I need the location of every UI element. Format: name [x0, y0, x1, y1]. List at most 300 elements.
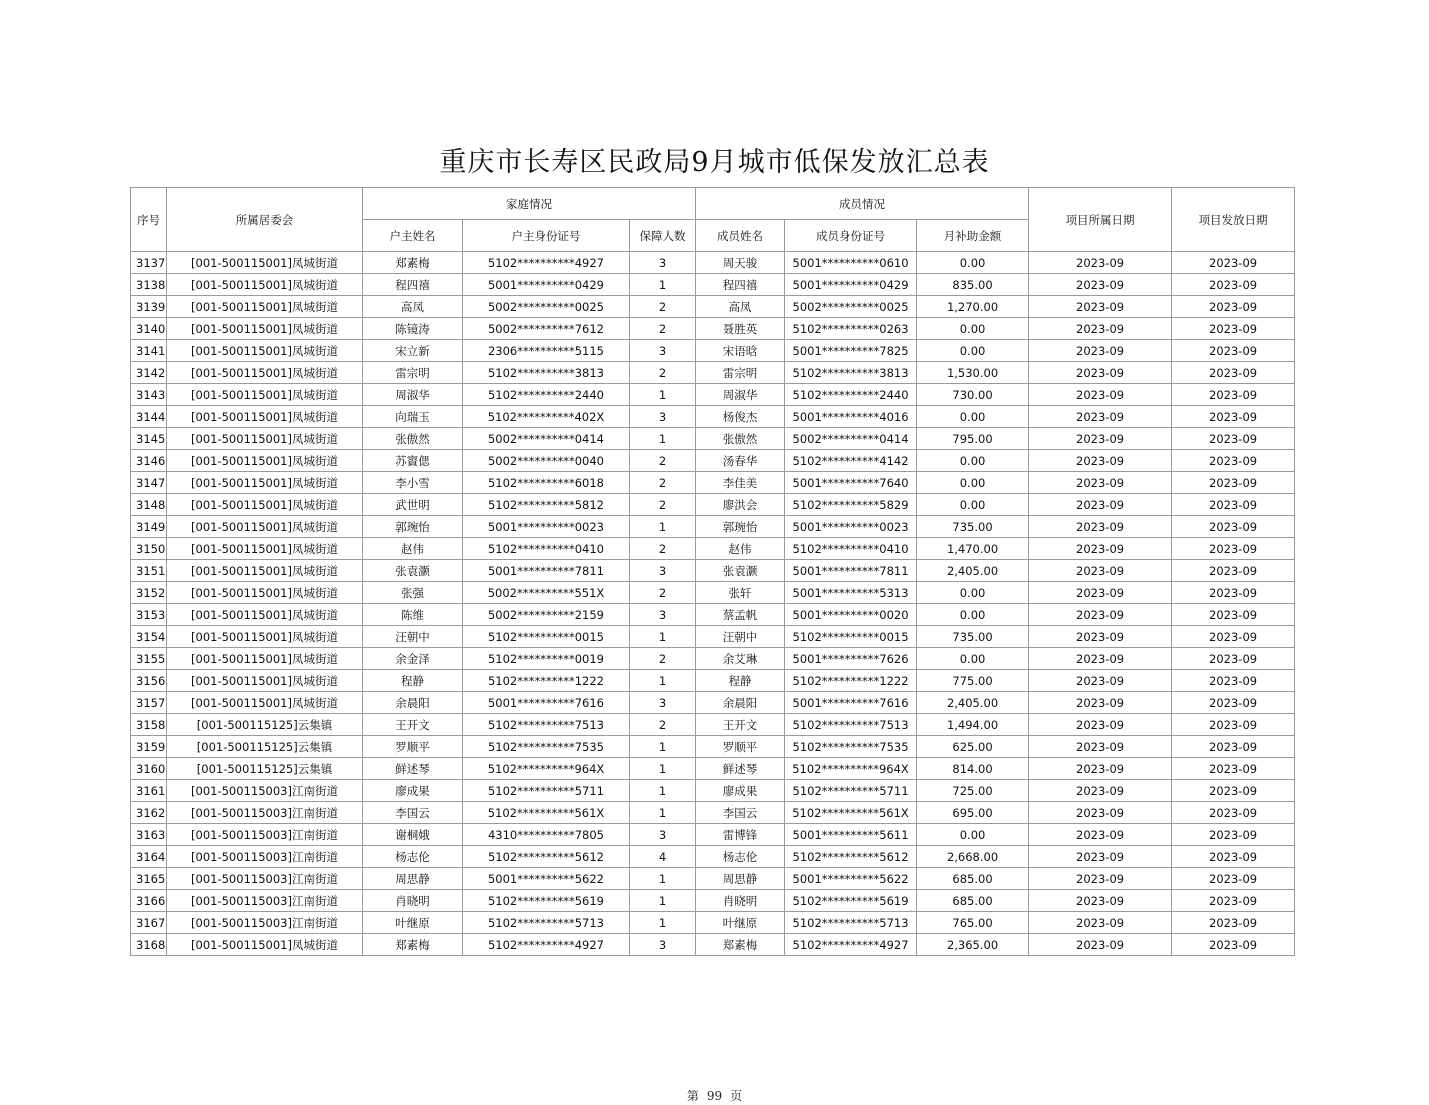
cell-member-name: 杨俊杰	[696, 406, 785, 428]
cell-member-name: 廖洪会	[696, 494, 785, 516]
cell-issue-date: 2023-09	[1172, 714, 1295, 736]
cell-count: 2	[630, 582, 696, 604]
table-row	[131, 890, 1295, 912]
cell-head-id: 5102**********4927	[463, 934, 630, 956]
cell-seq: 3152	[131, 582, 167, 604]
cell-member-id: 5102**********5713	[785, 912, 917, 934]
cell-issue-date: 2023-09	[1172, 780, 1295, 802]
cell-issue-date: 2023-09	[1172, 846, 1295, 868]
cell-belong-date: 2023-09	[1029, 846, 1172, 868]
cell-issue-date: 2023-09	[1172, 428, 1295, 450]
cell-community: [001-500115001]凤城街道	[167, 604, 363, 626]
cell-head-id: 5102**********6018	[463, 472, 630, 494]
cell-head-id: 5102**********964X	[463, 758, 630, 780]
cell-member-id: 5001**********0023	[785, 516, 917, 538]
cell-belong-date: 2023-09	[1029, 692, 1172, 714]
cell-head-id: 5001**********5622	[463, 868, 630, 890]
cell-head-id: 5002**********0025	[463, 296, 630, 318]
cell-seq: 3138	[131, 274, 167, 296]
cell-head-name: 程四禧	[363, 274, 463, 296]
cell-head-id: 5002**********2159	[463, 604, 630, 626]
cell-community: [001-500115001]凤城街道	[167, 252, 363, 274]
page-suffix: 页	[730, 1089, 743, 1103]
cell-count: 1	[630, 274, 696, 296]
cell-member-id: 5102**********4927	[785, 934, 917, 956]
cell-amount: 695.00	[917, 802, 1029, 824]
cell-head-id: 5001**********7811	[463, 560, 630, 582]
page-value: 99	[706, 1089, 723, 1103]
cell-amount: 0.00	[917, 340, 1029, 362]
cell-head-id: 5002**********7612	[463, 318, 630, 340]
cell-count: 3	[630, 406, 696, 428]
cell-issue-date: 2023-09	[1172, 670, 1295, 692]
cell-belong-date: 2023-09	[1029, 252, 1172, 274]
cell-community: [001-500115001]凤城街道	[167, 318, 363, 340]
cell-head-name: 汪朝中	[363, 626, 463, 648]
cell-issue-date: 2023-09	[1172, 582, 1295, 604]
cell-count: 1	[630, 890, 696, 912]
cell-issue-date: 2023-09	[1172, 384, 1295, 406]
cell-seq: 3167	[131, 912, 167, 934]
cell-belong-date: 2023-09	[1029, 538, 1172, 560]
cell-count: 1	[630, 384, 696, 406]
cell-member-id: 5102**********5619	[785, 890, 917, 912]
cell-count: 1	[630, 780, 696, 802]
cell-amount: 730.00	[917, 384, 1029, 406]
cell-belong-date: 2023-09	[1029, 824, 1172, 846]
cell-issue-date: 2023-09	[1172, 252, 1295, 274]
cell-member-name: 余艾琳	[696, 648, 785, 670]
cell-community: [001-500115001]凤城街道	[167, 274, 363, 296]
cell-community: [001-500115001]凤城街道	[167, 428, 363, 450]
cell-member-id: 5102**********2440	[785, 384, 917, 406]
cell-amount: 685.00	[917, 890, 1029, 912]
table-row	[131, 582, 1295, 604]
header-community: 所属居委会	[167, 188, 363, 252]
cell-count: 1	[630, 802, 696, 824]
table-row	[131, 538, 1295, 560]
cell-count: 3	[630, 560, 696, 582]
cell-issue-date: 2023-09	[1172, 516, 1295, 538]
cell-member-name: 王开文	[696, 714, 785, 736]
cell-member-id: 5001**********5611	[785, 824, 917, 846]
cell-count: 1	[630, 758, 696, 780]
cell-member-name: 李佳美	[696, 472, 785, 494]
cell-head-name: 郑素梅	[363, 934, 463, 956]
cell-seq: 3148	[131, 494, 167, 516]
cell-issue-date: 2023-09	[1172, 362, 1295, 384]
cell-head-id: 5002**********551X	[463, 582, 630, 604]
cell-head-name: 余金泽	[363, 648, 463, 670]
cell-seq: 3143	[131, 384, 167, 406]
cell-belong-date: 2023-09	[1029, 582, 1172, 604]
table-row	[131, 868, 1295, 890]
cell-community: [001-500115003]江南街道	[167, 846, 363, 868]
table-row	[131, 450, 1295, 472]
cell-member-id: 5102**********5711	[785, 780, 917, 802]
cell-seq: 3151	[131, 560, 167, 582]
cell-member-name: 周思静	[696, 868, 785, 890]
cell-amount: 775.00	[917, 670, 1029, 692]
cell-member-name: 周淑华	[696, 384, 785, 406]
cell-head-id: 5102**********3813	[463, 362, 630, 384]
cell-amount: 2,405.00	[917, 692, 1029, 714]
cell-head-id: 5102**********1222	[463, 670, 630, 692]
cell-head-id: 5102**********5713	[463, 912, 630, 934]
header-member-group: 成员情况	[696, 188, 1029, 220]
cell-community: [001-500115003]江南街道	[167, 824, 363, 846]
header-family-group: 家庭情况	[363, 188, 696, 220]
cell-issue-date: 2023-09	[1172, 406, 1295, 428]
cell-amount: 0.00	[917, 406, 1029, 428]
cell-issue-date: 2023-09	[1172, 912, 1295, 934]
cell-belong-date: 2023-09	[1029, 494, 1172, 516]
cell-member-name: 宋语晗	[696, 340, 785, 362]
cell-amount: 2,365.00	[917, 934, 1029, 956]
cell-count: 1	[630, 736, 696, 758]
cell-count: 3	[630, 340, 696, 362]
cell-head-name: 张袁灏	[363, 560, 463, 582]
table-row	[131, 934, 1295, 956]
cell-issue-date: 2023-09	[1172, 802, 1295, 824]
cell-community: [001-500115125]云集镇	[167, 758, 363, 780]
cell-member-id: 5001**********4016	[785, 406, 917, 428]
table-row	[131, 692, 1295, 714]
cell-count: 2	[630, 494, 696, 516]
cell-belong-date: 2023-09	[1029, 626, 1172, 648]
header-count: 保障人数	[630, 220, 696, 252]
allowance-table	[130, 187, 1295, 956]
cell-head-id: 5102**********5612	[463, 846, 630, 868]
cell-head-id: 5102**********5812	[463, 494, 630, 516]
cell-seq: 3137	[131, 252, 167, 274]
cell-seq: 3144	[131, 406, 167, 428]
cell-head-name: 李小雪	[363, 472, 463, 494]
cell-member-id: 5102**********0015	[785, 626, 917, 648]
cell-belong-date: 2023-09	[1029, 406, 1172, 428]
cell-member-name: 张轩	[696, 582, 785, 604]
cell-belong-date: 2023-09	[1029, 428, 1172, 450]
cell-count: 1	[630, 670, 696, 692]
cell-belong-date: 2023-09	[1029, 670, 1172, 692]
cell-member-name: 张傲然	[696, 428, 785, 450]
cell-belong-date: 2023-09	[1029, 648, 1172, 670]
cell-member-id: 5001**********0020	[785, 604, 917, 626]
cell-amount: 625.00	[917, 736, 1029, 758]
cell-member-id: 5001**********7825	[785, 340, 917, 362]
cell-member-id: 5102**********5612	[785, 846, 917, 868]
cell-community: [001-500115125]云集镇	[167, 736, 363, 758]
cell-member-id: 5102**********561X	[785, 802, 917, 824]
cell-belong-date: 2023-09	[1029, 318, 1172, 340]
table-row	[131, 274, 1295, 296]
cell-issue-date: 2023-09	[1172, 450, 1295, 472]
cell-head-id: 5102**********2440	[463, 384, 630, 406]
cell-count: 1	[630, 912, 696, 934]
cell-head-id: 5102**********0015	[463, 626, 630, 648]
table-row	[131, 824, 1295, 846]
cell-amount: 0.00	[917, 450, 1029, 472]
cell-head-name: 叶继原	[363, 912, 463, 934]
cell-seq: 3140	[131, 318, 167, 340]
cell-belong-date: 2023-09	[1029, 296, 1172, 318]
cell-head-name: 郭琬怡	[363, 516, 463, 538]
cell-seq: 3162	[131, 802, 167, 824]
cell-seq: 3149	[131, 516, 167, 538]
cell-seq: 3139	[131, 296, 167, 318]
cell-community: [001-500115001]凤城街道	[167, 296, 363, 318]
cell-head-name: 向瑞玉	[363, 406, 463, 428]
cell-head-id: 5102**********561X	[463, 802, 630, 824]
table-row	[131, 648, 1295, 670]
cell-belong-date: 2023-09	[1029, 890, 1172, 912]
cell-member-id: 5001**********7626	[785, 648, 917, 670]
cell-member-name: 程静	[696, 670, 785, 692]
cell-member-id: 5102**********7513	[785, 714, 917, 736]
cell-issue-date: 2023-09	[1172, 824, 1295, 846]
cell-seq: 3157	[131, 692, 167, 714]
cell-member-name: 雷博锋	[696, 824, 785, 846]
table-body	[131, 252, 1295, 956]
cell-head-id: 5102**********5711	[463, 780, 630, 802]
cell-member-name: 程四禧	[696, 274, 785, 296]
table-row	[131, 428, 1295, 450]
cell-head-name: 武世明	[363, 494, 463, 516]
cell-head-name: 陈维	[363, 604, 463, 626]
cell-seq: 3168	[131, 934, 167, 956]
cell-community: [001-500115001]凤城街道	[167, 648, 363, 670]
cell-community: [001-500115001]凤城街道	[167, 406, 363, 428]
cell-amount: 1,494.00	[917, 714, 1029, 736]
cell-count: 2	[630, 450, 696, 472]
cell-head-name: 王开文	[363, 714, 463, 736]
table-row	[131, 252, 1295, 274]
cell-member-name: 叶继原	[696, 912, 785, 934]
cell-member-name: 鲜述琴	[696, 758, 785, 780]
cell-community: [001-500115003]江南街道	[167, 890, 363, 912]
cell-member-id: 5102**********1222	[785, 670, 917, 692]
header-issue-date: 项目发放日期	[1172, 188, 1295, 252]
cell-seq: 3159	[131, 736, 167, 758]
cell-member-name: 郑素梅	[696, 934, 785, 956]
cell-member-id: 5001**********5622	[785, 868, 917, 890]
cell-member-id: 5001**********7811	[785, 560, 917, 582]
cell-head-name: 周思静	[363, 868, 463, 890]
cell-member-name: 肖晓明	[696, 890, 785, 912]
cell-amount: 1,530.00	[917, 362, 1029, 384]
cell-amount: 0.00	[917, 604, 1029, 626]
cell-amount: 795.00	[917, 428, 1029, 450]
cell-community: [001-500115001]凤城街道	[167, 362, 363, 384]
page-number	[0, 1087, 1429, 1104]
cell-belong-date: 2023-09	[1029, 758, 1172, 780]
cell-count: 1	[630, 516, 696, 538]
cell-amount: 735.00	[917, 626, 1029, 648]
cell-member-id: 5001**********0610	[785, 252, 917, 274]
cell-amount: 835.00	[917, 274, 1029, 296]
cell-issue-date: 2023-09	[1172, 626, 1295, 648]
table-row	[131, 670, 1295, 692]
cell-community: [001-500115001]凤城街道	[167, 670, 363, 692]
cell-community: [001-500115003]江南街道	[167, 912, 363, 934]
cell-member-name: 聂胜英	[696, 318, 785, 340]
cell-seq: 3166	[131, 890, 167, 912]
cell-head-name: 宋立新	[363, 340, 463, 362]
cell-issue-date: 2023-09	[1172, 318, 1295, 340]
cell-count: 4	[630, 846, 696, 868]
cell-member-name: 余晨阳	[696, 692, 785, 714]
cell-member-id: 5001**********5313	[785, 582, 917, 604]
cell-member-name: 廖成果	[696, 780, 785, 802]
cell-seq: 3158	[131, 714, 167, 736]
table-row	[131, 384, 1295, 406]
cell-amount: 735.00	[917, 516, 1029, 538]
cell-head-name: 余晨阳	[363, 692, 463, 714]
cell-member-name: 高凤	[696, 296, 785, 318]
table-row	[131, 846, 1295, 868]
cell-member-name: 赵伟	[696, 538, 785, 560]
cell-count: 2	[630, 318, 696, 340]
cell-head-id: 5102**********0019	[463, 648, 630, 670]
cell-count: 1	[630, 428, 696, 450]
cell-member-name: 杨志伦	[696, 846, 785, 868]
cell-head-name: 高凤	[363, 296, 463, 318]
cell-issue-date: 2023-09	[1172, 890, 1295, 912]
cell-member-name: 汪朝中	[696, 626, 785, 648]
cell-belong-date: 2023-09	[1029, 384, 1172, 406]
cell-head-name: 张傲然	[363, 428, 463, 450]
cell-member-id: 5102**********5829	[785, 494, 917, 516]
cell-belong-date: 2023-09	[1029, 934, 1172, 956]
cell-community: [001-500115001]凤城街道	[167, 560, 363, 582]
cell-seq: 3163	[131, 824, 167, 846]
cell-belong-date: 2023-09	[1029, 560, 1172, 582]
cell-member-name: 罗顺平	[696, 736, 785, 758]
cell-amount: 725.00	[917, 780, 1029, 802]
cell-head-name: 陈镜涛	[363, 318, 463, 340]
cell-head-id: 5102**********7513	[463, 714, 630, 736]
cell-issue-date: 2023-09	[1172, 296, 1295, 318]
cell-belong-date: 2023-09	[1029, 274, 1172, 296]
cell-belong-date: 2023-09	[1029, 516, 1172, 538]
cell-head-name: 郑素梅	[363, 252, 463, 274]
cell-community: [001-500115001]凤城街道	[167, 538, 363, 560]
table-row	[131, 714, 1295, 736]
cell-head-id: 5001**********0023	[463, 516, 630, 538]
cell-amount: 2,405.00	[917, 560, 1029, 582]
cell-seq: 3161	[131, 780, 167, 802]
cell-issue-date: 2023-09	[1172, 494, 1295, 516]
cell-amount: 0.00	[917, 252, 1029, 274]
header-head-id: 户主身份证号	[463, 220, 630, 252]
table-row	[131, 406, 1295, 428]
cell-head-id: 5002**********0414	[463, 428, 630, 450]
cell-head-name: 张强	[363, 582, 463, 604]
cell-head-id: 5102**********402X	[463, 406, 630, 428]
cell-belong-date: 2023-09	[1029, 868, 1172, 890]
cell-community: [001-500115001]凤城街道	[167, 494, 363, 516]
cell-head-name: 赵伟	[363, 538, 463, 560]
table-row	[131, 494, 1295, 516]
cell-head-id: 5102**********5619	[463, 890, 630, 912]
cell-amount: 0.00	[917, 318, 1029, 340]
cell-community: [001-500115003]江南街道	[167, 802, 363, 824]
table-row	[131, 802, 1295, 824]
table-row	[131, 362, 1295, 384]
cell-amount: 765.00	[917, 912, 1029, 934]
cell-head-name: 李国云	[363, 802, 463, 824]
cell-member-name: 郭琬怡	[696, 516, 785, 538]
header-member-id: 成员身份证号	[785, 220, 917, 252]
cell-seq: 3164	[131, 846, 167, 868]
cell-belong-date: 2023-09	[1029, 780, 1172, 802]
cell-member-name: 雷宗明	[696, 362, 785, 384]
cell-head-id: 5102**********7535	[463, 736, 630, 758]
cell-head-name: 雷宗明	[363, 362, 463, 384]
cell-amount: 0.00	[917, 648, 1029, 670]
cell-member-id: 5102**********964X	[785, 758, 917, 780]
cell-amount: 0.00	[917, 472, 1029, 494]
cell-community: [001-500115125]云集镇	[167, 714, 363, 736]
cell-seq: 3147	[131, 472, 167, 494]
cell-head-name: 程静	[363, 670, 463, 692]
cell-member-name: 汤春华	[696, 450, 785, 472]
cell-community: [001-500115001]凤城街道	[167, 516, 363, 538]
header-amount: 月补助金额	[917, 220, 1029, 252]
cell-head-id: 5002**********0040	[463, 450, 630, 472]
cell-head-name: 周淑华	[363, 384, 463, 406]
cell-belong-date: 2023-09	[1029, 340, 1172, 362]
cell-member-name: 周天骏	[696, 252, 785, 274]
table-row	[131, 912, 1295, 934]
table-row	[131, 318, 1295, 340]
cell-count: 2	[630, 296, 696, 318]
cell-issue-date: 2023-09	[1172, 868, 1295, 890]
cell-issue-date: 2023-09	[1172, 560, 1295, 582]
cell-count: 2	[630, 648, 696, 670]
cell-issue-date: 2023-09	[1172, 274, 1295, 296]
table-row	[131, 780, 1295, 802]
table-row	[131, 472, 1295, 494]
table-row	[131, 560, 1295, 582]
cell-member-id: 5002**********0025	[785, 296, 917, 318]
cell-count: 3	[630, 824, 696, 846]
cell-community: [001-500115001]凤城街道	[167, 626, 363, 648]
cell-count: 1	[630, 626, 696, 648]
cell-count: 2	[630, 714, 696, 736]
table-row	[131, 758, 1295, 780]
cell-head-id: 5001**********7616	[463, 692, 630, 714]
cell-member-id: 5001**********0429	[785, 274, 917, 296]
cell-issue-date: 2023-09	[1172, 538, 1295, 560]
cell-seq: 3145	[131, 428, 167, 450]
cell-head-id: 4310**********7805	[463, 824, 630, 846]
cell-member-id: 5102**********3813	[785, 362, 917, 384]
cell-community: [001-500115003]江南街道	[167, 780, 363, 802]
cell-amount: 0.00	[917, 582, 1029, 604]
cell-member-name: 李国云	[696, 802, 785, 824]
cell-member-id: 5002**********0414	[785, 428, 917, 450]
table-row	[131, 604, 1295, 626]
cell-community: [001-500115001]凤城街道	[167, 472, 363, 494]
cell-issue-date: 2023-09	[1172, 472, 1295, 494]
cell-head-name: 谢桐娥	[363, 824, 463, 846]
table-row	[131, 296, 1295, 318]
table-row	[131, 626, 1295, 648]
cell-issue-date: 2023-09	[1172, 758, 1295, 780]
cell-count: 2	[630, 362, 696, 384]
cell-member-id: 5102**********4142	[785, 450, 917, 472]
